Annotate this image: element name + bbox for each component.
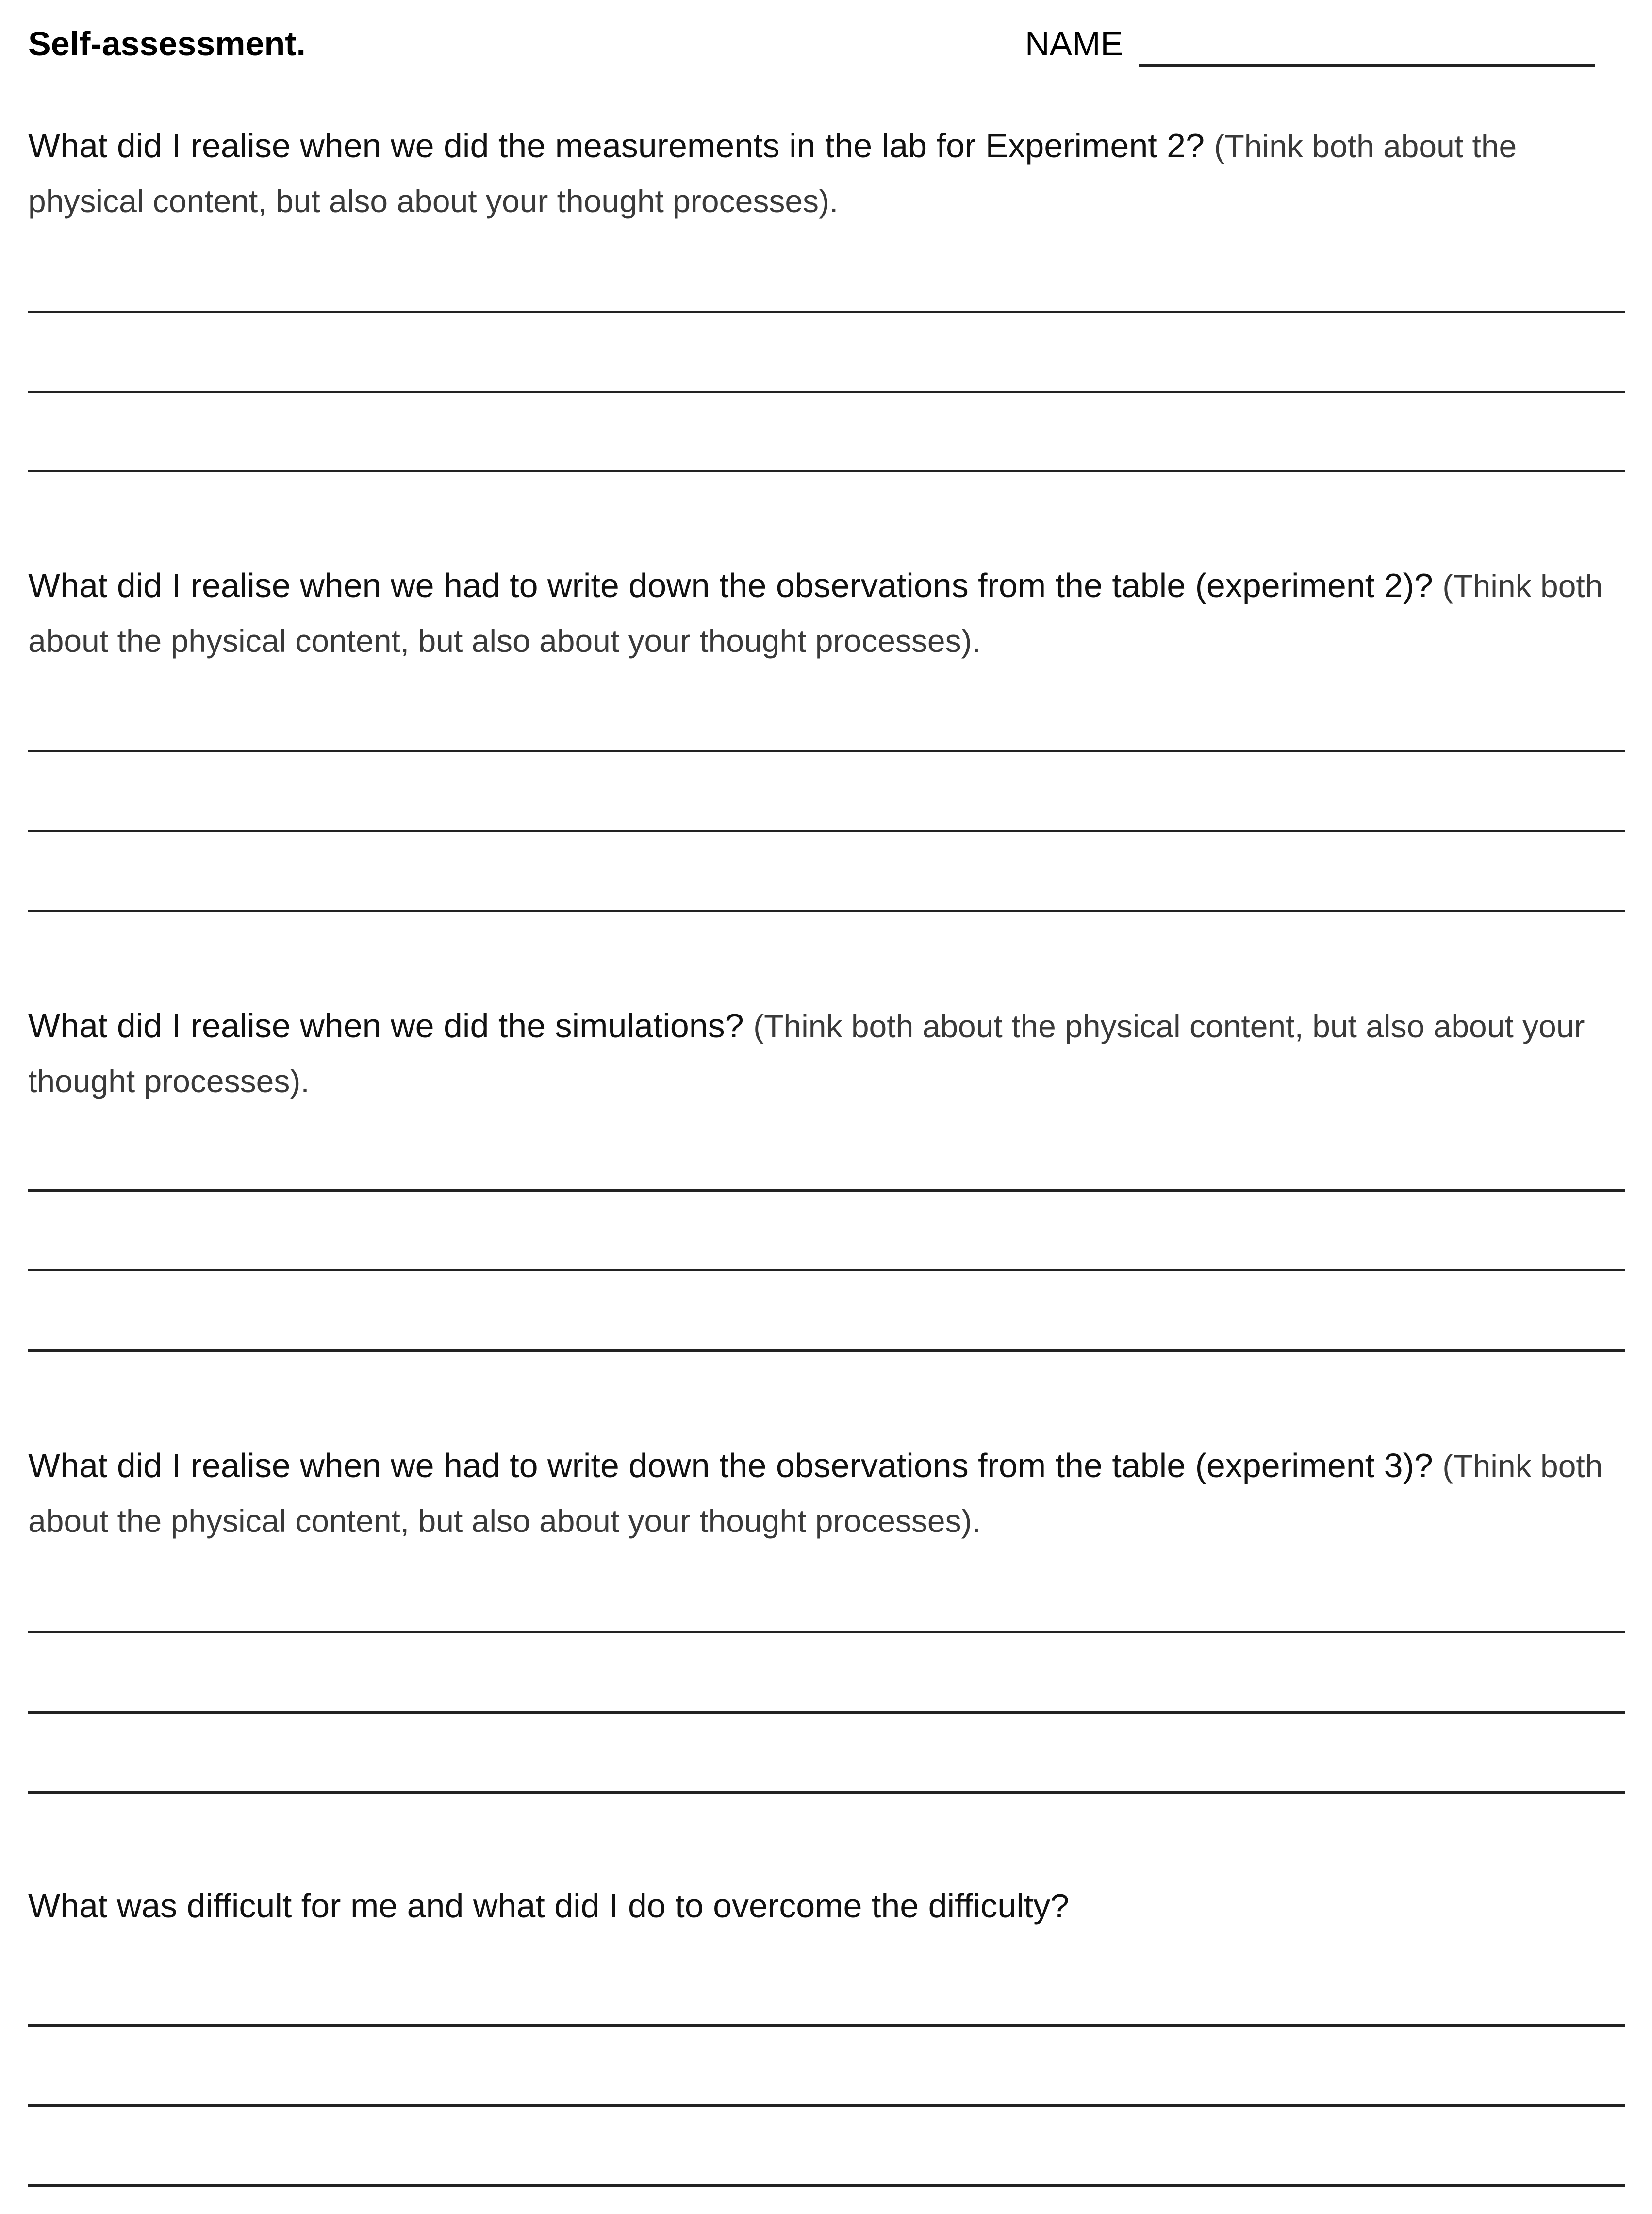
answer-line-2a[interactable]: [28, 750, 1625, 752]
question-3: [28, 999, 1630, 1108]
name-label: NAME: [1025, 25, 1123, 63]
answer-line-2b[interactable]: [28, 830, 1625, 832]
question-1-text: What did I realise when we did the measurements in the lab for Experiment 2?: [28, 127, 1205, 165]
answer-line-5c[interactable]: [28, 2184, 1625, 2187]
question-1-hint: (Think both about the physical content, but also about your thought processes).: [28, 128, 1517, 219]
answer-line-3c[interactable]: [28, 1349, 1625, 1352]
question-5-text: What was difficult for me and what did I do to overcome the difficulty?: [28, 1887, 1070, 1925]
question-5: [28, 1879, 1630, 1933]
answer-line-5b[interactable]: [28, 2104, 1625, 2107]
answer-line-4b[interactable]: [28, 1711, 1625, 1714]
question-4-hint: (Think both about the physical content, but also about your thought processes).: [28, 1448, 1603, 1539]
answer-line-1a[interactable]: [28, 311, 1625, 313]
question-3-text: What did I realise when we did the simulations?: [28, 1007, 744, 1045]
answer-line-4a[interactable]: [28, 1631, 1625, 1633]
question-2: [28, 558, 1630, 668]
answer-line-1b[interactable]: [28, 391, 1625, 393]
name-field-line[interactable]: [1139, 64, 1595, 67]
question-4: [28, 1438, 1630, 1548]
answer-line-5a[interactable]: [28, 2024, 1625, 2027]
question-2-hint: (Think both about the physical content, but also about your thought processes).: [28, 568, 1603, 659]
question-1: [28, 118, 1630, 228]
question-3-hint: (Think both about the physical content, but also about your thought processes).: [28, 1008, 1585, 1099]
answer-line-3b[interactable]: [28, 1269, 1625, 1271]
answer-line-3a[interactable]: [28, 1189, 1625, 1192]
answer-line-2c[interactable]: [28, 910, 1625, 912]
question-2-text: What did I realise when we had to write down the observations from the table (experiment 2)?: [28, 566, 1433, 604]
page-title: Self-assessment.: [28, 25, 306, 63]
question-4-text: What did I realise when we had to write down the observations from the table (experiment 3)?: [28, 1447, 1433, 1484]
answer-line-1c[interactable]: [28, 470, 1625, 472]
answer-line-4c[interactable]: [28, 1791, 1625, 1794]
